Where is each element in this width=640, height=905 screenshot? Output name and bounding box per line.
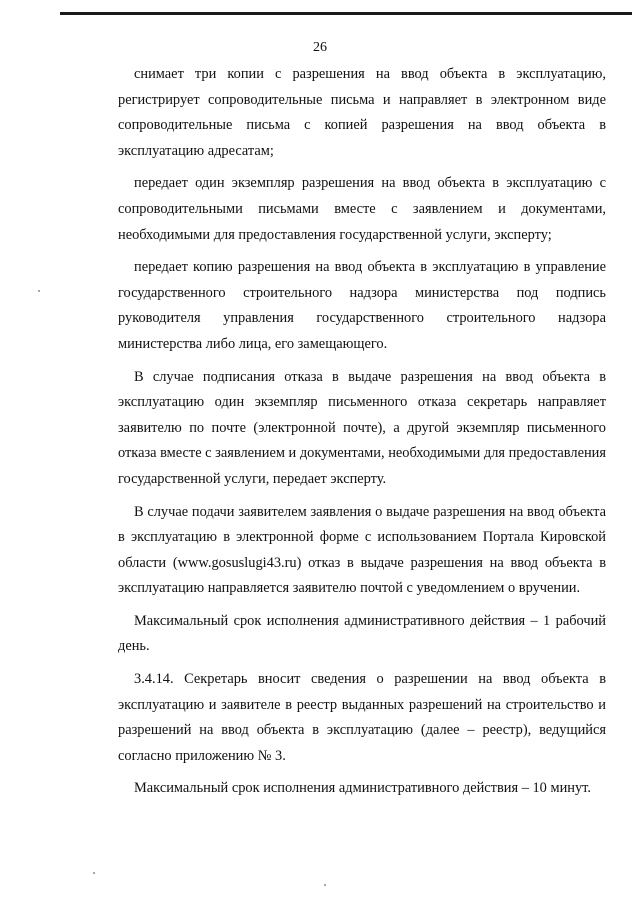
paragraph-refusal: В случае подписания отказа в выдаче разрешения на ввод объекта в эксплуатацию один экземпляр письменного отказа секретарь направляет заявителю по почте (электронной почте), а другой экземпляр письменного отказа вместе с заявлением и документами, необходимыми для предоставления государственной услуги, передает эксперту. <box>118 368 607 487</box>
scan-speck <box>324 884 326 886</box>
paragraph-deadline-day: Максимальный срок исполнения административного действия – 1 рабочий день. <box>118 612 606 655</box>
paragraph-deadline-minutes: Максимальный срок исполнения административного действия – 10 минут. <box>134 780 591 797</box>
scan-speck <box>38 290 40 292</box>
document-body <box>118 62 606 809</box>
paragraph-transfer-expert: передает один экземпляр разрешения на ввод объекта в эксплуатацию с сопроводительными письмами вместе с заявлением и документами, необходимыми для предоставления государственной услуги, эксперту; <box>118 175 606 243</box>
paragraph-transfer-supervision: передает копию разрешения на ввод объекта в эксплуатацию в управление государственного строительного надзора министерства под подпись руководителя управления государственного строительного надзора министерства либо лица, его замещающего. <box>118 259 606 352</box>
page-number: 26 <box>313 40 327 55</box>
scan-speck <box>93 872 95 874</box>
header-rule <box>60 12 632 15</box>
paragraph-copies: снимает три копии с разрешения на ввод объекта в эксплуатацию, регистрирует сопроводительные письма и направляет в электронном виде сопроводительные письма с копией разрешения на ввод объекта в эксплуатацию адресатам; <box>118 66 606 159</box>
paragraph-electronic-refusal: В случае подачи заявителем заявления о выдаче разрешения на ввод объекта в эксплуатацию в электронной форме с использованием Портала Кировской области (www.gosuslugi43.ru) отказ в выдаче разрешения на ввод объекта в эксплуатацию направляется заявителю почтой с уведомлением о вручении. <box>118 503 606 597</box>
paragraph-registry: 3.4.14. Секретарь вносит сведения о разрешении на ввод объекта в эксплуатацию и заявителе в реестр выданных разрешений на строительство и разрешений на ввод объекта в эксплуатацию (далее – реестр), ведущийся согласно приложению № 3. <box>118 671 606 764</box>
